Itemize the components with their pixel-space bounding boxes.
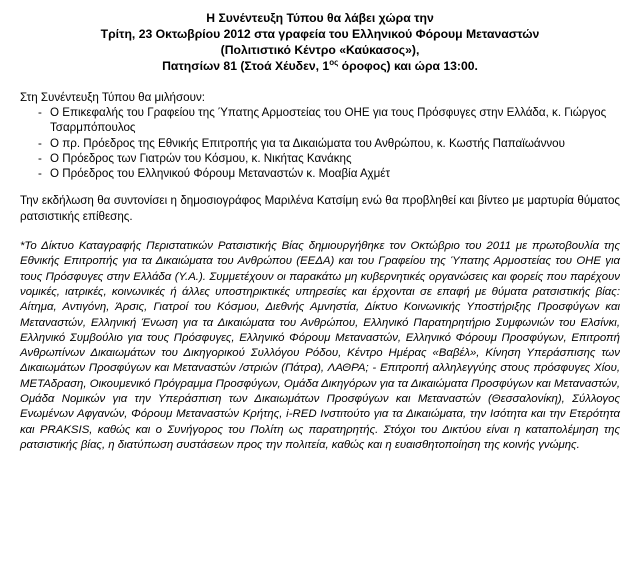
list-item: - Ο Πρόεδρος των Γιατρών του Κόσμου, κ. Νικήτας Κανάκης (38, 151, 620, 166)
network-footnote: *Το Δίκτυο Καταγραφής Περιστατικών Ρατσιστικής Βίας δημιουργήθηκε τον Οκτώβριο του 2011 με πρωτοβουλία της Εθνικής Επιτροπής για τα Δικαιώματα του Ανθρώπου (ΕΕΔΑ) και του Γραφείου της Ύπατης Αρμοστείας του ΟΗΕ για τους Πρόσφυγες στην Ελλάδα (Υ.Α.). Συμμετέχουν οι παρακάτω μη κυβερνητικές οργανώσεις και φορείς που παρέχουν νομικές, ιατρικές, κοινωνικές ή άλλες υποστηρικτικές υπηρεσίες και έρχονται σε επαφή με θύματα ρατσιστικής βίας: Αίτημα, Αντιγόνη, Άρσις, Γιατροί του Κόσμου, Διεθνής Αμνηστία, Δίκτυο Κοινωνικής Υποστήριξης Προσφύγων και Μεταναστών, Ελληνική Ένωση για τα Δικαιώματα του Ανθρώπου, Ελληνικό Παρατηρητήριο Συμφωνιών του Ελσίνκι, Ελληνικό Συμβούλιο για τους Πρόσφυγες, Ελληνικό Φόρουμ Μεταναστών, Ελληνικό Φόρουμ Προσφύγων, Επιτροπή Ανθρωπίνων Δικαιωμάτων του Δικηγορικού Συλλόγου Ρόδου, Κέντρο Ημέρας «Βαβέλ», Κίνηση Υπεράσπισης των Δικαιωμάτων Προσφύγων και Μεταναστών /στριών (Πάτρα), ΛΑΘΡΑ; - Επιτροπή αλληλεγγύης στους πρόσφυγες Χίου, ΜΕΤΑδραση, Οικουμενικό Πρόγραμμα Προσφύγων, Ομάδα Δικηγόρων για τα Δικαιώματα Προσφύγων και Μεταναστών, Ομάδα Νομικών για την Υπεράσπιση των Δικαιωμάτων Προσφύγων και Μεταναστών (Θεσσαλονίκη), Σύλλογος Ενωμένων Αφγανών, Φόρουμ Μεταναστών Κρήτης, i-RED Ινστιτούτο για τα Δικαιώματα, την Ισότητα και την Ετερότητα και PRAKSIS, καθώς και ο Συνήγορος του Πολίτη ως παρατηρητής. Στόχοι του Δικτύου είναι η καταπολέμηση της ρατσιστικής βίας, η διατύπωση συστάσεων προς την πολιτεία, καθώς και η ευαισθητοποίηση της κοινής γνώμης. (20, 240, 620, 451)
list-item: - Ο πρ. Πρόεδρος της Εθνικής Επιτροπής για τα Δικαιώματα του Ανθρώπου, κ. Κωστής Παπαϊωάννου (38, 136, 620, 151)
press-conference-header (20, 10, 620, 74)
header-address: Πατησίων 81 (Στοά Χέυδεν, 1 (162, 59, 330, 73)
header-line-2: Τρίτη, 23 Οκτωβρίου 2012 στα γραφεία του Ελληνικού Φόρουμ Μεταναστών (100, 27, 540, 41)
header-line-1: Η Συνέντευξη Τύπου θα λάβει χώρα την (206, 11, 434, 25)
list-item: - Ο Πρόεδρος του Ελληνικού Φόρουμ Μεταναστών κ. Μοαβία Αχμέτ (38, 166, 620, 181)
header-line-4 (20, 58, 620, 74)
list-item: - Ο Επικεφαλής του Γραφείου της Ύπατης Αρμοστείας του ΟΗΕ για τους Πρόσφυγες στην Ελλάδα, κ. Γιώργος Τσαρμπόπουλος (38, 105, 620, 135)
header-floor-suffix: ος (329, 57, 339, 67)
header-line-3: (Πολιτιστικό Κέντρο «Καύκασος»), (220, 43, 420, 57)
speakers-list (20, 105, 620, 181)
speakers-section (20, 90, 620, 181)
coordination-paragraph: Την εκδήλωση θα συντονίσει η δημοσιογράφος Μαριλένα Κατσίμη ενώ θα προβληθεί και βίντεο με μαρτυρία θύματος ρατσιστικής επίθεσης. (20, 194, 620, 223)
speakers-intro: Στη Συνέντευξη Τύπου θα μιλήσουν: (20, 91, 205, 104)
header-time: όροφος) και ώρα 13:00. (338, 59, 478, 73)
